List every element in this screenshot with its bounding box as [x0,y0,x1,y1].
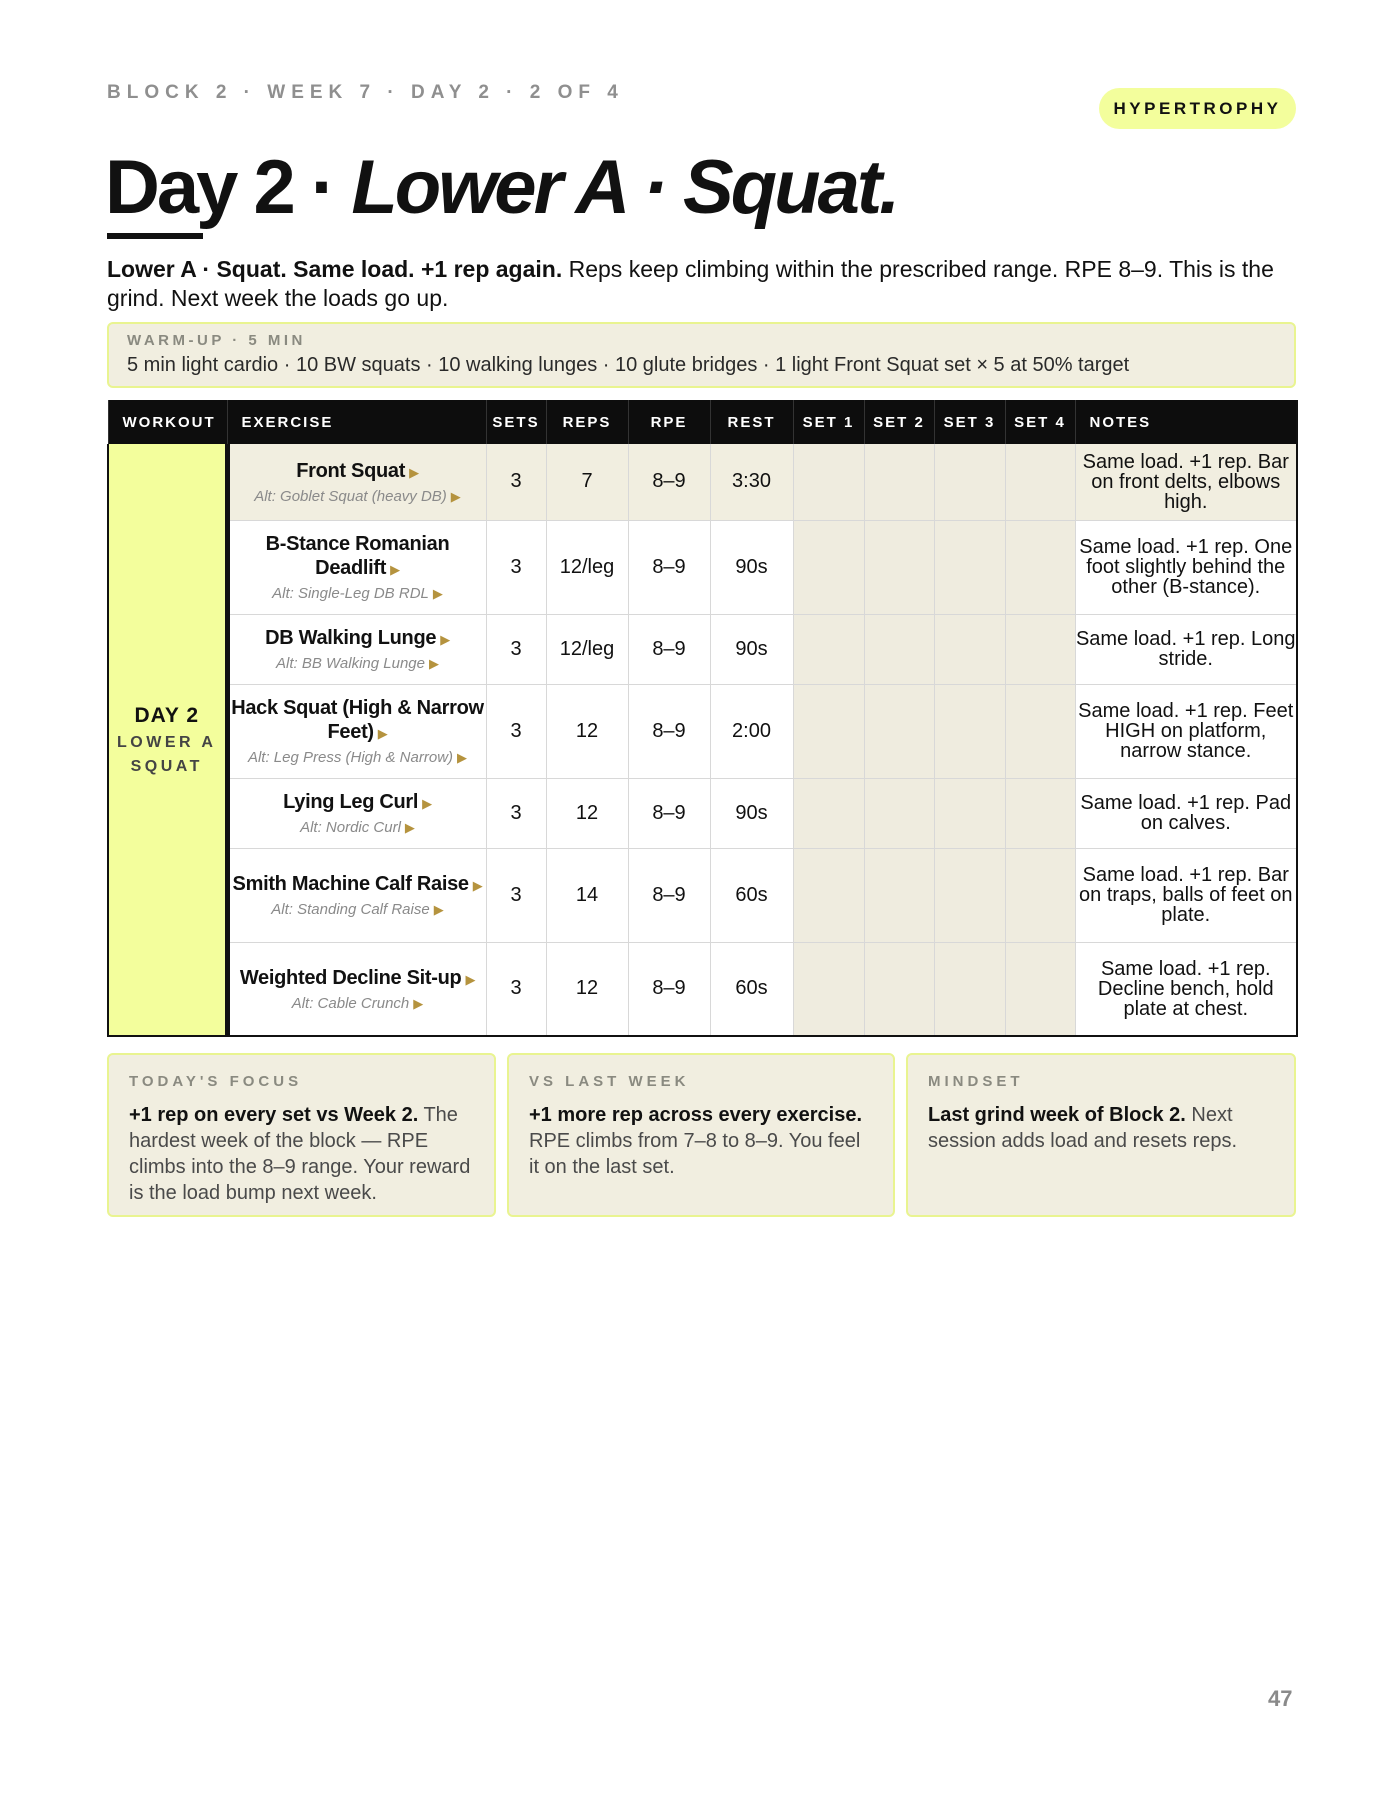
rpe-cell: 8–9 [628,520,710,614]
set3-log-cell[interactable] [934,614,1005,684]
notes-cell: Same load. +1 rep. Bar on traps, balls of feet on plate. [1075,848,1297,942]
notes-cell: Same load. +1 rep. Pad on calves. [1075,778,1297,848]
play-video-icon[interactable]: ▶ [377,726,388,741]
breadcrumb: BLOCK 2 · WEEK 7 · DAY 2 · 2 OF 4 [107,82,624,103]
exercise-alt: Alt: Goblet Squat (heavy DB) ▶ [254,487,461,505]
exercise-alt: Alt: Nordic Curl ▶ [300,819,415,836]
set1-log-cell[interactable] [793,778,864,848]
set3-log-cell[interactable] [934,778,1005,848]
sets-cell: 3 [486,778,546,848]
intro-body: Reps keep climbing within the prescribed range. RPE 8–9. This is the grind. Next week the loads go up. [107,256,1274,311]
set4-log-cell[interactable] [1005,942,1075,1036]
intro-paragraph [107,255,1297,313]
exercise-cell [227,614,486,684]
rest-cell: 60s [710,848,793,942]
page-title [105,140,897,236]
notes-cell: Same load. +1 rep. One foot slightly behind the other (B-stance). [1075,520,1297,614]
set1-log-cell[interactable] [793,684,864,778]
table-row [108,444,1297,520]
reps-cell: 12/leg [546,520,628,614]
notes-cell: Same load. +1 rep. Feet HIGH on platform, narrow stance. [1075,684,1297,778]
card-label: VS LAST WEEK [529,1073,690,1090]
rpe-cell: 8–9 [628,848,710,942]
title-session: Lower A · Squat. [351,145,898,230]
card-label: TODAY'S FOCUS [129,1073,303,1090]
set2-log-cell[interactable] [864,444,934,520]
focus-card [107,1053,496,1217]
exercise-cell [227,444,486,520]
vs-last-week-card [507,1053,895,1217]
sets-cell: 3 [486,444,546,520]
col-header-set1: SET 1 [793,400,864,444]
set3-log-cell[interactable] [934,520,1005,614]
sets-cell: 3 [486,942,546,1036]
exercise-name: DB Walking Lunge ▶ [265,627,450,649]
notes-cell: Same load. +1 rep. Long stride. [1075,614,1297,684]
table-row [108,684,1297,778]
workout-day: DAY 2 [134,703,200,727]
exercise-cell [227,778,486,848]
rest-cell: 60s [710,942,793,1036]
exercise-alt: Alt: Standing Calf Raise ▶ [271,901,444,918]
exercise-alt: Alt: BB Walking Lunge ▶ [276,655,439,672]
table-row [108,520,1297,614]
set4-log-cell[interactable] [1005,778,1075,848]
set3-log-cell[interactable] [934,848,1005,942]
play-video-icon[interactable]: ▶ [422,796,432,811]
set3-log-cell[interactable] [934,942,1005,1036]
rpe-cell: 8–9 [628,942,710,1036]
exercise-name: B-Stance Romanian Deadlift ▶ [265,533,450,579]
exercise-name: Front Squat ▶ [296,459,419,482]
intro-lead: Lower A · Squat. Same load. +1 rep again. [107,256,563,282]
exercise-name: Hack Squat (High & Narrow Feet) ▶ [231,697,484,743]
set2-log-cell[interactable] [864,778,934,848]
play-video-icon[interactable]: ▶ [432,586,443,601]
play-video-icon[interactable]: ▶ [404,820,415,835]
exercise-name: Smith Machine Calf Raise ▶ [232,873,483,895]
sets-cell: 3 [486,614,546,684]
set2-log-cell[interactable] [864,520,934,614]
set1-log-cell[interactable] [793,942,864,1036]
col-header-set2: SET 2 [864,400,934,444]
rpe-cell: 8–9 [628,778,710,848]
title-underline [107,233,203,239]
rpe-cell: 8–9 [628,444,710,520]
rest-cell: 90s [710,614,793,684]
notes-cell: Same load. +1 rep. Decline bench, hold plate at chest. [1075,942,1297,1036]
page-number: 47 [1268,1686,1293,1711]
card-body: +1 more rep across every exercise. RPE climbs from 7–8 to 8–9. You feel it on the last set. [529,1104,863,1178]
set4-log-cell[interactable] [1005,684,1075,778]
rpe-cell: 8–9 [628,684,710,778]
set2-log-cell[interactable] [864,848,934,942]
col-header-exercise: EXERCISE [227,400,486,444]
col-header-sets: SETS [486,400,546,444]
exercise-alt: Alt: Leg Press (High & Narrow) ▶ [247,749,468,766]
card-label: MINDSET [928,1073,1024,1090]
rest-cell: 3:30 [710,444,793,520]
set1-log-cell[interactable] [793,848,864,942]
set2-log-cell[interactable] [864,942,934,1036]
sets-cell: 3 [486,520,546,614]
rest-cell: 90s [710,778,793,848]
warmup-box [107,322,1296,388]
reps-cell: 12/leg [546,614,628,684]
warmup-label: WARM-UP · 5 MIN [127,332,306,349]
set4-log-cell[interactable] [1005,614,1075,684]
set1-log-cell[interactable] [793,614,864,684]
table-row [108,942,1297,1036]
set4-log-cell[interactable] [1005,848,1075,942]
workout-label-cell [108,444,227,1036]
workout-line3: SQUAT [130,757,203,775]
exercise-alt: Alt: Cable Crunch ▶ [291,994,424,1012]
exercise-cell [227,520,486,614]
col-header-workout: WORKOUT [108,400,227,444]
play-video-icon[interactable]: ▶ [413,995,424,1011]
set1-log-cell[interactable] [793,520,864,614]
reps-cell: 12 [546,684,628,778]
table-row [108,614,1297,684]
workout-table [107,400,1298,1037]
col-header-set4: SET 4 [1005,400,1075,444]
workout-line2: LOWER A [117,733,217,751]
reps-cell: 12 [546,942,628,1036]
rest-cell: 2:00 [710,684,793,778]
play-video-icon[interactable]: ▶ [457,750,468,765]
set1-log-cell[interactable] [793,444,864,520]
play-video-icon[interactable]: ▶ [409,464,419,480]
rest-cell: 90s [710,520,793,614]
exercise-name: Weighted Decline Sit-up ▶ [239,966,476,989]
table-row [108,778,1297,848]
sets-cell: 3 [486,684,546,778]
play-video-icon[interactable]: ▶ [465,971,476,987]
sets-cell: 3 [486,848,546,942]
set4-log-cell[interactable] [1005,520,1075,614]
set4-log-cell[interactable] [1005,444,1075,520]
set3-log-cell[interactable] [934,444,1005,520]
table-row [108,848,1297,942]
exercise-cell [227,942,486,1036]
title-day: Day 2 · [105,145,352,230]
exercise-name: Lying Leg Curl ▶ [283,791,432,813]
reps-cell: 14 [546,848,628,942]
phase-badge: HYPERTROPHY [1099,88,1296,129]
reps-cell: 7 [546,444,628,520]
reps-cell: 12 [546,778,628,848]
mindset-card [906,1053,1296,1217]
table-header-row [108,400,1297,444]
play-video-icon[interactable]: ▶ [472,878,483,893]
play-video-icon[interactable]: ▶ [440,632,450,647]
rpe-cell: 8–9 [628,614,710,684]
play-video-icon[interactable]: ▶ [428,656,439,671]
set2-log-cell[interactable] [864,614,934,684]
col-header-rpe: RPE [628,400,710,444]
set2-log-cell[interactable] [864,684,934,778]
set3-log-cell[interactable] [934,684,1005,778]
col-header-notes: NOTES [1075,400,1297,444]
col-header-set3: SET 3 [934,400,1005,444]
card-body: +1 rep on every set vs Week 2. The hardest week of the block — RPE climbs into the 8–9 range. Your reward is the load bump next week. [129,1104,471,1204]
col-header-reps: REPS [546,400,628,444]
play-video-icon[interactable]: ▶ [450,488,461,504]
col-header-rest: REST [710,400,793,444]
play-video-icon[interactable]: ▶ [390,562,400,577]
warmup-text: 5 min light cardio · 10 BW squats · 10 walking lunges · 10 glute bridges · 1 light Front Squat set × 5 at 50% target [127,354,1130,376]
notes-cell: Same load. +1 rep. Bar on front delts, elbows high. [1075,444,1297,520]
exercise-alt: Alt: Single-Leg DB RDL ▶ [272,585,443,602]
exercise-cell [227,684,486,778]
card-body: Last grind week of Block 2. Next session adds load and resets reps. [928,1104,1238,1152]
exercise-cell [227,848,486,942]
play-video-icon[interactable]: ▶ [433,902,444,917]
